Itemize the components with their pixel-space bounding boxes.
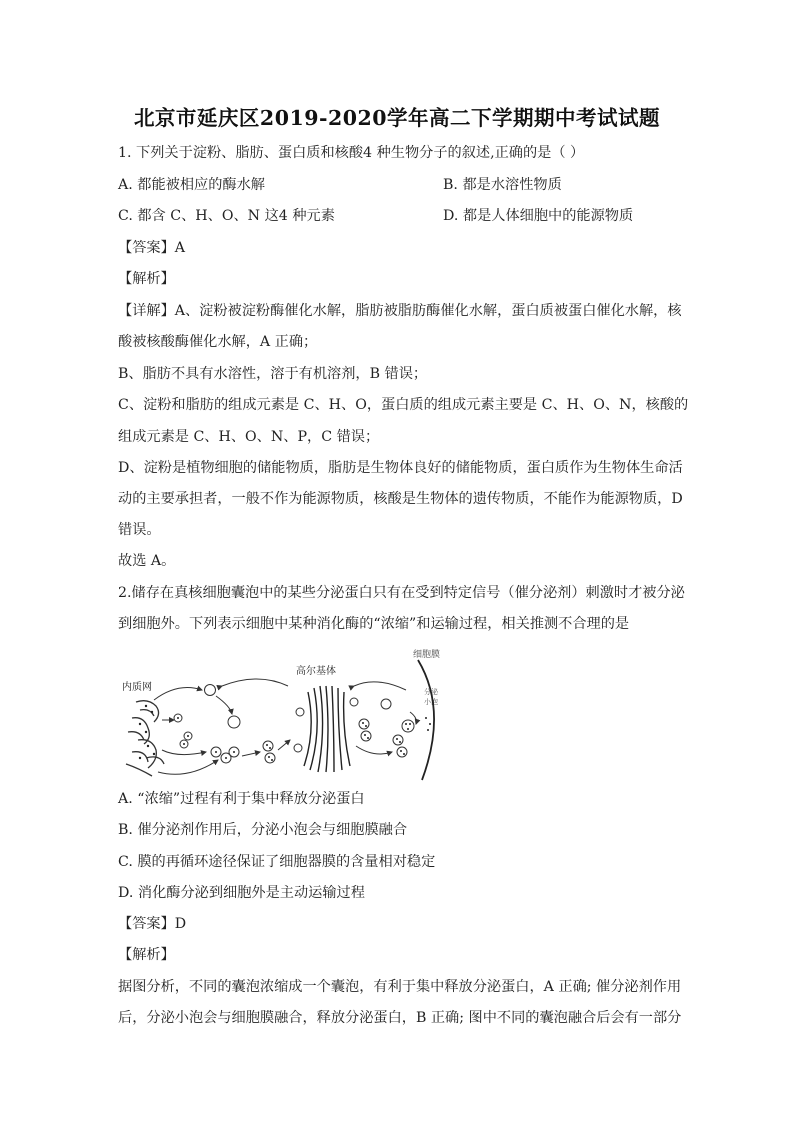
secretion-vesicle-label: 小泡: [424, 698, 438, 706]
q2-analysis-line: 后，分泌小泡会与细胞膜融合，释放分泌蛋白，B 正确; 图中不同的囊泡融合后会有一部分: [118, 1010, 682, 1026]
q1-detail-line: B、脂肪不具有水溶性，溶于有机溶剂，B 错误；: [118, 366, 428, 382]
q1-detail-line: 酸被核酸酶催化水解，A 正确；: [118, 334, 318, 350]
golgi-apparatus: [304, 686, 350, 772]
q1-stem: 1. 下列关于淀粉、脂肪、蛋白质和核酸4 种生物分子的叙述,正确的是（ ）: [118, 145, 585, 161]
q1-detail-line: 组成元素是 C、H、O、N、P，C 错误；: [118, 429, 380, 445]
golgi-label: 高尔基体: [296, 666, 336, 677]
q1-option-b: B. 都是水溶性物质: [443, 177, 562, 193]
q2-option-b: B. 催分泌剂作用后，分泌小泡会与细胞膜融合: [118, 822, 408, 838]
q1-option-c: C. 都含 C、H、O、N 这4 种元素: [118, 208, 335, 224]
q1-detail-line: C、淀粉和脂肪的组成元素是 C、H、O，蛋白质的组成元素主要是 C、H、O、N，核酸的: [118, 397, 689, 413]
q1-option-d: D. 都是人体细胞中的能源物质: [443, 208, 634, 224]
er-label: 内质网: [122, 682, 152, 693]
q1-detail-line: 动的主要承担者，一般不作为能源物质，核酸是生物体的遗传物质，不能作为能源物质，D: [118, 491, 683, 507]
membrane-label: 细胞膜: [413, 650, 441, 660]
q1-detail-line: 错误。: [118, 522, 161, 538]
return-vesicle: [205, 685, 216, 696]
cell-membrane: [418, 660, 434, 780]
q2-option-d: D. 消化酶分泌到细胞外是主动运输过程: [118, 885, 365, 901]
q1-option-a: A. 都能被相应的酶水解: [118, 177, 265, 193]
q2-answer: 【答案】D: [118, 916, 187, 932]
q2-stem: 到细胞外。下列表示细胞中某种消化酶的“浓缩”和运输过程，相关推测不合理的是: [118, 616, 630, 632]
transport-vesicle: [228, 716, 240, 728]
q2-analysis-heading: 【解析】: [118, 947, 175, 963]
q2-option-a: A. “浓缩”过程有利于集中释放分泌蛋白: [118, 791, 365, 807]
q1-answer: 【答案】A: [118, 240, 185, 256]
er-organelle: [126, 701, 164, 776]
q2-option-c: C. 膜的再循环途径保证了细胞器膜的含量相对稳定: [118, 854, 436, 870]
q1-analysis-heading: 【解析】: [118, 271, 175, 287]
page-title: 北京市延庆区2019-2020学年高二下学期期中考试试题: [133, 106, 661, 130]
secretion-label: 分泌: [424, 688, 438, 696]
q2-analysis-line: 据图分析，不同的囊泡浓缩成一个囊泡，有利于集中释放分泌蛋白，A 正确; 催分泌剂作用: [118, 979, 682, 995]
q2-stem: 2.储存在真核细胞囊泡中的某些分泌蛋白只有在受到特定信号（催分泌剂）刺激时才被分泌: [118, 585, 685, 601]
secretion-pathway-figure: [118, 640, 458, 782]
q1-detail-line: 【详解】A、淀粉被淀粉酶催化水解，脂肪被脂肪酶催化水解，蛋白质被蛋白催化水解，核: [118, 303, 682, 319]
q1-conclusion: 故选 A。: [118, 553, 176, 569]
q1-detail-line: D、淀粉是植物细胞的储能物质，脂肪是生物体良好的储能物质，蛋白质作为生物体生命活: [118, 460, 683, 476]
